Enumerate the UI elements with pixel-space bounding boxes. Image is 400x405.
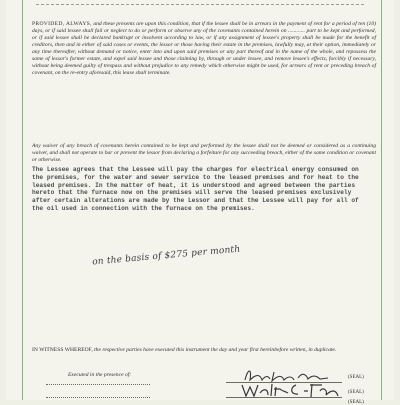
witness-clause	[32, 347, 376, 354]
witness-body: the respective parties have executed this instrument the day and year first hereinbefore written, in duplicate.	[92, 347, 337, 353]
seal-label-3: (SEAL)	[348, 400, 364, 405]
handwritten-rent-note: on the basis of $275 per month	[91, 244, 241, 268]
seal-label-1: (SEAL)	[348, 375, 364, 380]
waiver-clause: Any waiver of any breach of covenants herein contained to be kept and performed by the lessee shall not be deemed or considered as a continuing waiver, and shall not operate to bar or prevent the lessor from declaring a forfeiture for any succeeding breach, either of the same condition or covenant or otherwise.	[32, 143, 376, 164]
lease-page	[6, 0, 394, 405]
seal-label-2: (SEAL)	[348, 390, 364, 395]
signature-2	[238, 381, 342, 400]
witness-lead: IN WITNESS WHEREOF,	[32, 347, 93, 353]
provided-always-clause	[32, 21, 376, 77]
typed-rider-clause: The Lessee agrees that the Lessee will pay the charges for electrical energy consumed on the premises, for the water and sewer service to the leased premises and for heat to the leased premises. In the matter of heat, it is understood and agreed between the parties hereto that the furnace now on the premises will serve the leased premises exclusively after certain alterations are made by the Lessor and that the Lessee will pay for all of the oil used in connection with the furnace on the premises.	[32, 166, 359, 212]
witness-line-1	[46, 384, 150, 385]
executed-label: Executed in the presence of:	[68, 372, 132, 378]
witness-line-2	[46, 397, 150, 398]
clause-lead: PROVIDED, ALWAYS,	[32, 21, 92, 27]
clause-body: and these presents are upon this condition, that if the lessee shall be in arrears in the payment of rent for a period of ten (10) days, or if said lessee shall fail or neglect to do or perform or observe any of the covenants contained herein on ............ part to be kept and performed, or if said lessee shall be declared bankrupt or insolvent according to law, or if any assignment of lessee's property shall be made for the benefit of creditors, then and in either of said cases or events, the lessor or those having their estate in the premises, lawfully may, at their option, immediately or any time thereafter, without demand or notice, enter into and upon said premises or any part thereof and in the name of the whole, and repossess the same of lessor's former estate, and expel said lessee and those claiming by, through or under lessee, and remove lessee's effects, forcibly if necessary, without being deemed guilty of trespass and without prejudice to any remedy which otherwise might be used, for arrears of rent or preceding breach of covenant, on the re-entry aforesaid, this lease shall terminate.	[32, 21, 376, 77]
top-dashed-rule	[36, 4, 364, 5]
